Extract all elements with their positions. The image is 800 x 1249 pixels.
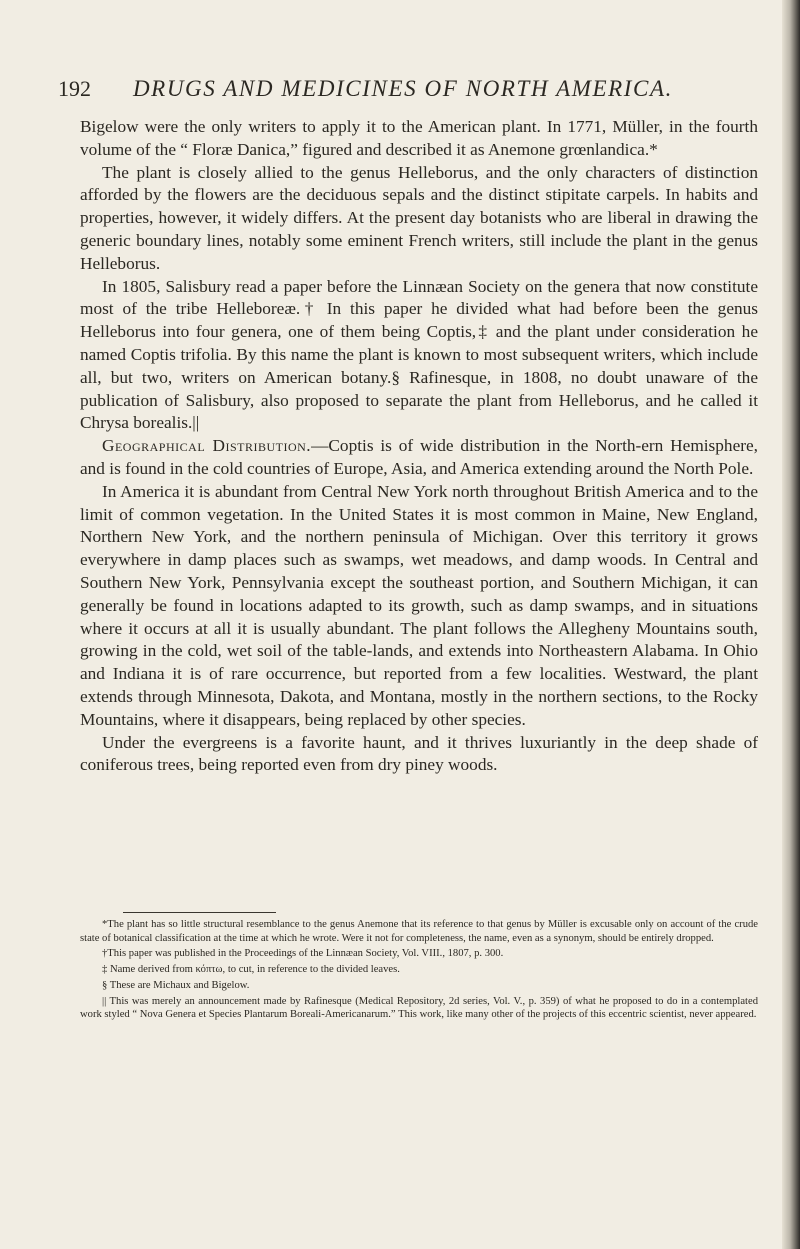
footnote-4: § These are Michaux and Bigelow.: [102, 979, 250, 991]
footnotes: [80, 918, 758, 1024]
paragraph-4-text: —Coptis is of wide distribution in the North-ern Hemisphere, and is found in the cold countries of Europe, Asia, and America extending around the North Pole.: [80, 436, 758, 478]
paragraph-1: Bigelow were the only writers to apply it to the American plant. In 1771, Müller, in the fourth volume of the “ Floræ Danica,” figured and described it as Anemone grœnlandica.*: [80, 117, 758, 159]
paragraph-2: The plant is closely allied to the genus Helleborus, and the only characters of distinction afforded by the flowers are the deciduous sepals and the distinct stipitate carpels. In habits and properties, however, it widely differs. At the present day botanists who are liberal in drawing the generic boundary lines, notably some eminent French writers, still include the plant in the genus Helleborus.: [80, 162, 758, 273]
page-header: [58, 76, 748, 106]
paragraph-6: Under the evergreens is a favorite haunt, and it thrives luxuriantly in the deep shade of coniferous trees, being reported even from dry piney woods.: [80, 732, 758, 775]
footnote-1: *The plant has so little structural resemblance to the genus Anemone that its reference to that genus by Müller is excusable only on account of the crude state of botanical classification at the time at which he wrote. Were it not for completeness, the name, even as a synonym, should be entirely dropped.: [80, 919, 758, 944]
footnote-2: †This paper was published in the Proceedings of the Linnæan Society, Vol. VIII., 1807, p. 300.: [102, 948, 504, 960]
paragraph-5: In America it is abundant from Central New York north throughout British America and to the limit of common vegetation. In the United States it is most common in Maine, New England, Northern New York, and the northern peninsula of Michigan. Over this territory it grows everywhere in damp places such as swamps, wet meadows, and damp woods. In Central and Southern New York, Pennsylvania except the southeast portion, and Southern Michigan, it can generally be found in locations adapted to its growth, such as damp swamps, and in situations where it occurs at all it is usually abundant. The plant follows the Allegheny Mountains south, growing in the cold, wet soil of the table-lands, and extends into Northeastern Alabama. In Ohio and Indiana it is of rare occurrence, but reported from a few localities. Westward, the plant extends through Minnesota, Dakota, and Montana, mostly in the northern sections, to the Rocky Mountains, where it disappears, being replaced by other species.: [80, 481, 758, 729]
paragraph-4: [80, 435, 758, 481]
running-title: DRUGS AND MEDICINES OF NORTH AMERICA.: [132, 76, 674, 101]
page-edge-shadow: [782, 0, 800, 1249]
footnote-3: ‡ Name derived from κόπτω, to cut, in reference to the divided leaves.: [102, 964, 400, 976]
paragraph-3: In 1805, Salisbury read a paper before the Linnæan Society on the genera that now constitute most of the tribe Helleboreæ.† In this paper he divided what had before been the genus Helleborus into four genera, one of them being Coptis,‡ and the plant under consideration he named Coptis trifolia. By this name the plant is known to most subsequent writers, which include all, but two, writers on American botany.§ Rafinesque, in 1808, no doubt unaware of the publication of Salisbury, also proposed to separate the plant from Helleborus, and he called it Chrysa borealis.||: [80, 276, 758, 433]
page-number: 192: [58, 76, 91, 101]
section-heading: Geographical Distribution.: [102, 436, 312, 456]
footnote-5: || This was merely an announcement made by Rafinesque (Medical Repository, 2d series, Vol. V., p. 359) of what he proposed to do in a contemplated work styled “ Nova Genera et Species Plantarum Boreali-Americanarum.” This work, like many other of the projects of this eccentric scientist, never appeared.: [80, 995, 758, 1021]
footnote-rule: [123, 912, 276, 913]
main-text: [80, 116, 758, 777]
